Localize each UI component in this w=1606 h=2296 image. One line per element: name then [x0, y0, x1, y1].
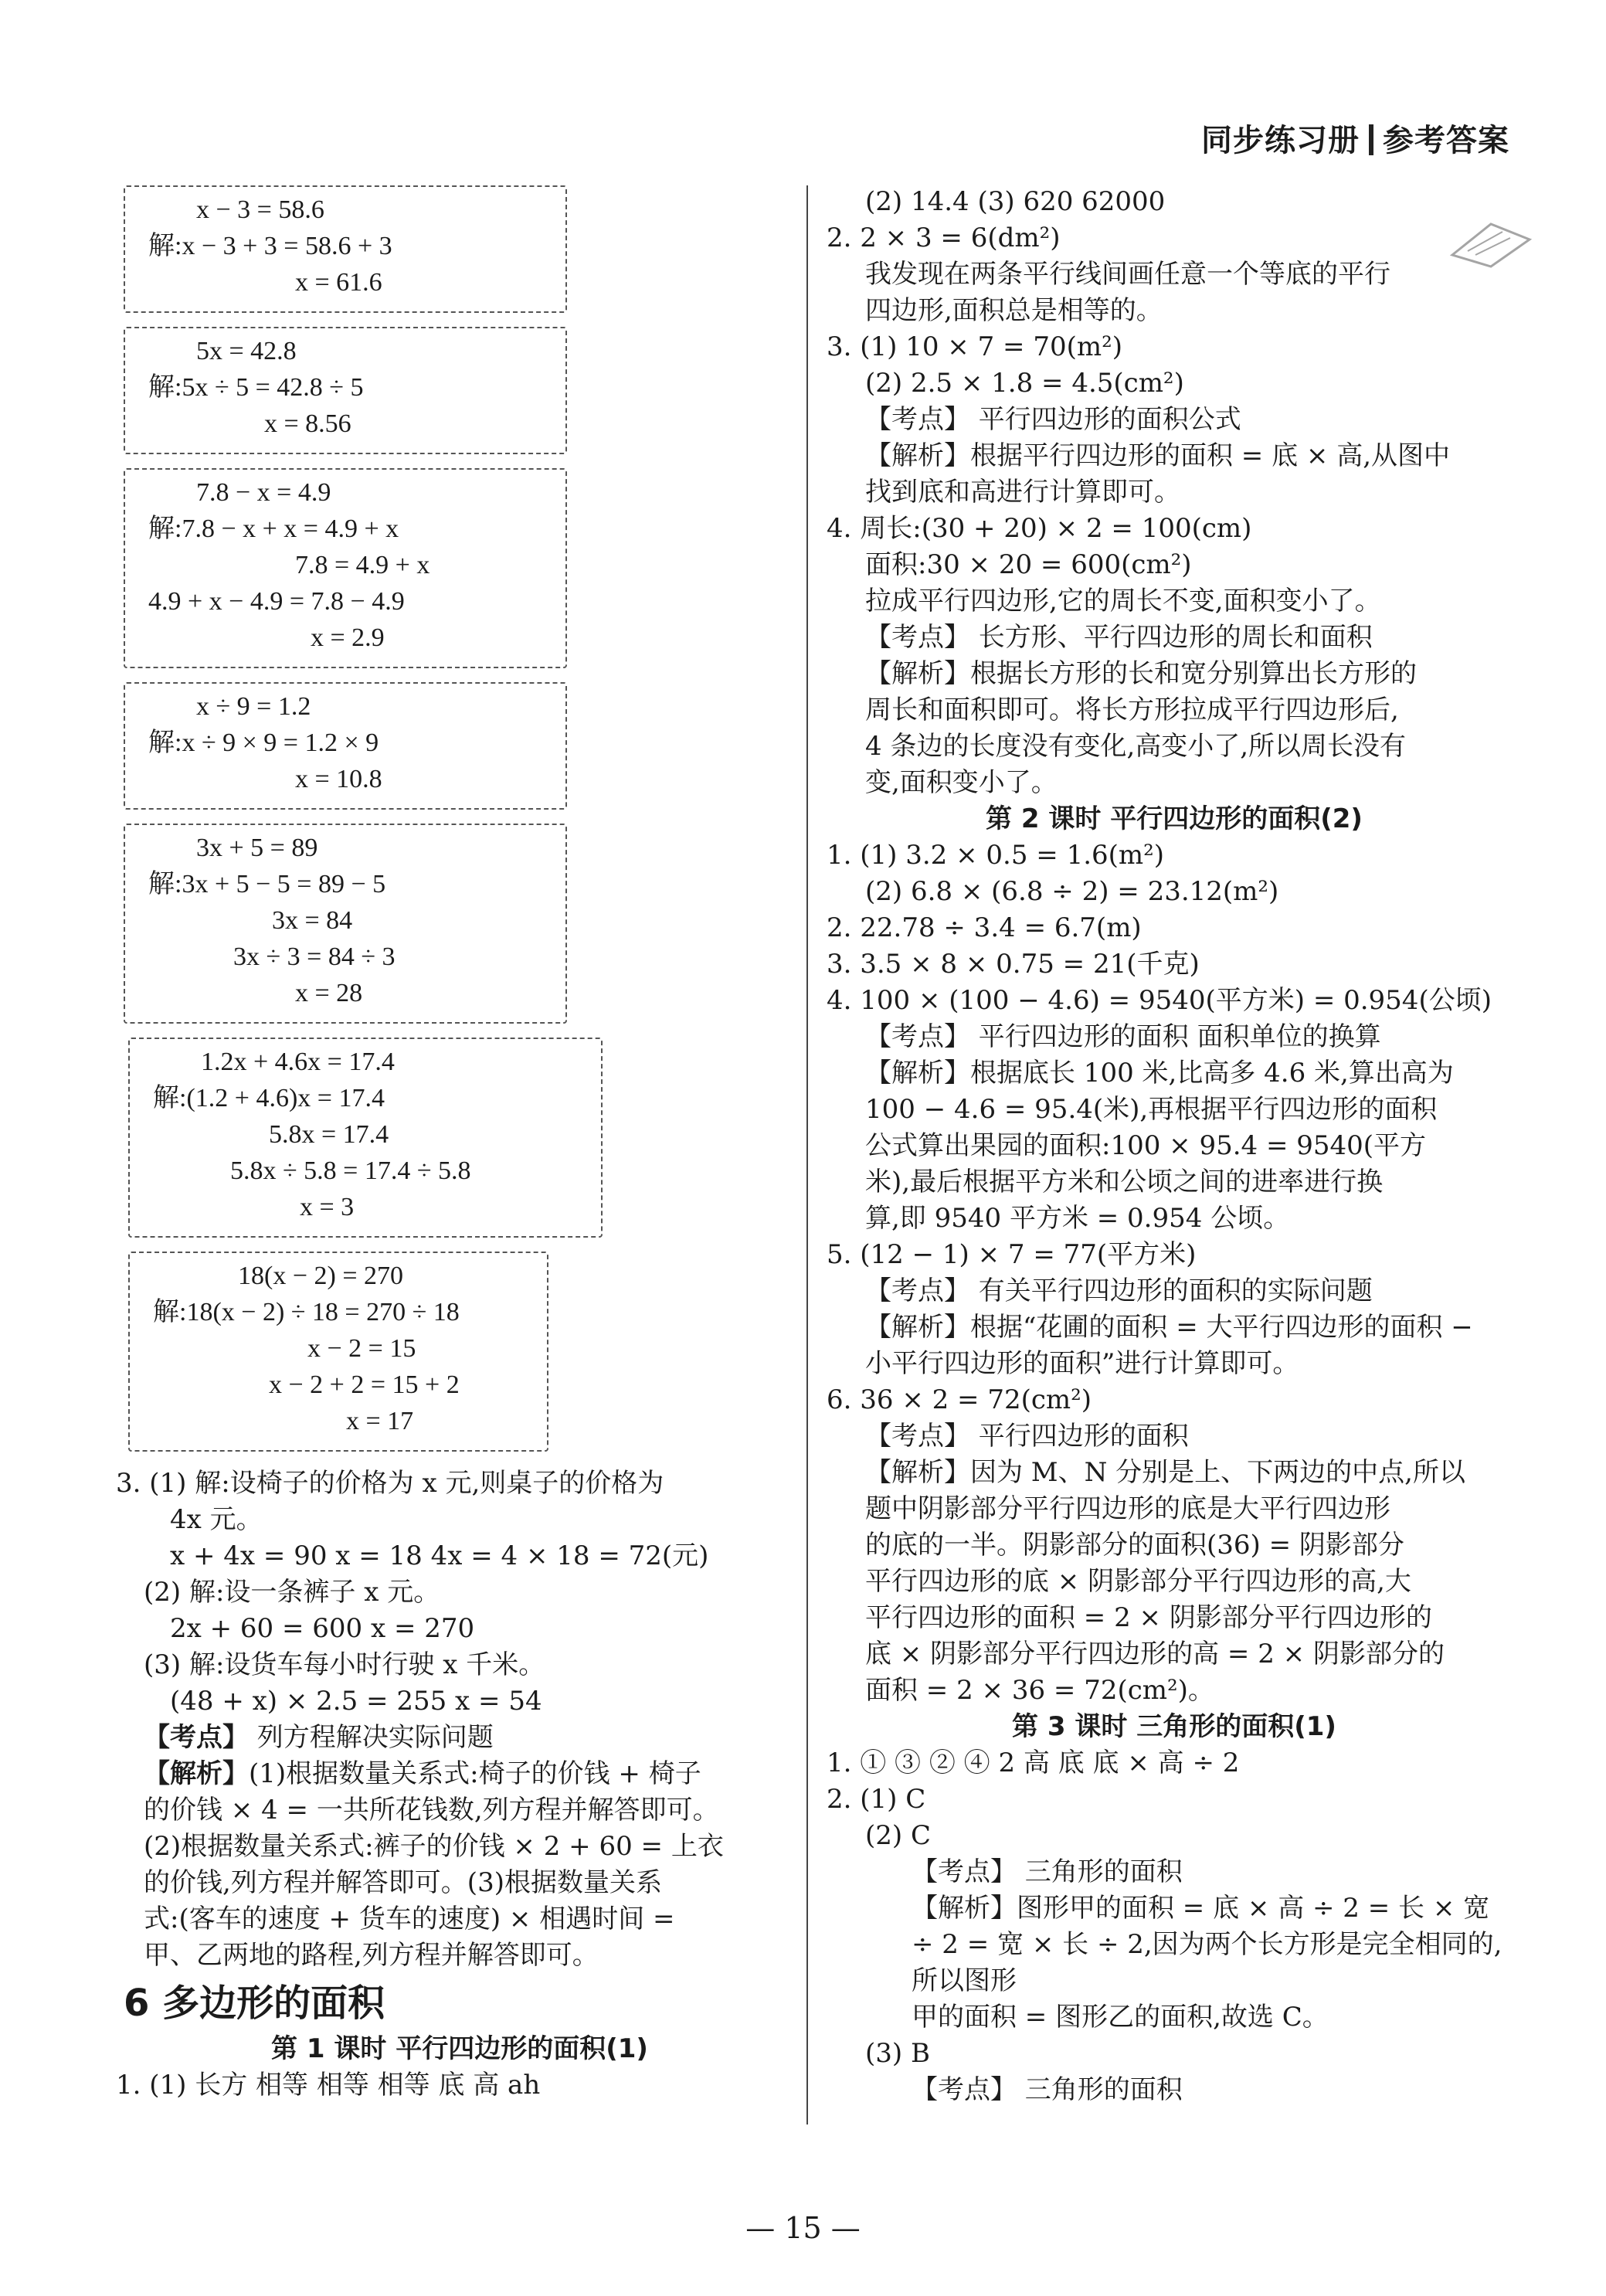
equation-box: 5x = 42.8 解:5x ÷ 5 = 42.8 ÷ 5 x = 8.56: [124, 327, 567, 454]
equation-box: 1.2x + 4.6x = 17.4 解:(1.2 + 4.6)x = 17.4 5.8x = 17.4 5.8x ÷ 5.8 = 17.4 ÷ 5.8 x = 3: [128, 1038, 603, 1238]
left-column: x − 3 = 58.6 解:x − 3 + 3 = 58.6 + 3 x = 61.6 5x = 42.8 解:5x ÷ 5 = 42.8 ÷ 5 x = 8.56 7.8 − x = 4.9 解:7.8 − x + x = 4.9 + x 7.8 = 4.9 + x 4.9 + x − 4.9 = 7.8 − 4.9 x = 2.9 x ÷ 9 = 1.2 解:x ÷ 9 × 9 = 1.2 × 9 x = 10.8 3x + 5 = 89 解:3x + 5 − 5 = 89 − 5 3x = 84 3x ÷ 3 = 84 ÷ 3 x = 28 1.2x + 4.6x = 17.4 解:(1.2 + 4.6)x = 17.4 5.8x = 17.4 5.8x ÷ 5.8 = 17.4 ÷ 5.8 x = 3 18(x − 2) = 270 解:18(x − 2) ÷ 18 = 270 ÷ 18 x − 2 = 15 x − 2 + 2 = 15 + 2 x = 17 3. (1) 解:设椅子的价格为 x 元,则桌子的价格为 4x 元。 x + 4x = 90 x = 18 4x = 4 × 18 = 72(元) (2) 解:设一条裤子 x 元。 2x + 60 = 600 x = 270 (3) 解:设货车每小时行驶 x 千米。 (48 + x) × 2.5 = 255 x = 54 【考点】 列方程解决实际问题 【解析】(1)根据数量关系式:椅子的价钱 + 椅子 的价钱 × 4 = 一共所花钱数,列方程并解答即可。 (2)根据数量关系式:裤子的价钱 × 2 + 60 = 上衣 的价钱,列方程并解答即可。(3)根据数量关系 式:(客车的速度 + 货车的速度) × 相遇时间 = 甲、乙两地的路程,列方程并解答即可。 6 多边形的面积 第 1 课时 平行四边形的面积(1) 1. (1) 长方 相等 相等 相等 底 高 ah: [124, 185, 796, 2104]
equation-box: 3x + 5 = 89 解:3x + 5 − 5 = 89 − 5 3x = 84 3x ÷ 3 = 84 ÷ 3 x = 28: [124, 824, 567, 1024]
lesson-title: 第 3 课时 三角形的面积(1): [1012, 1711, 1336, 1742]
column-divider: [806, 185, 808, 2124]
page-number: — 15 —: [745, 2211, 861, 2245]
answer-q3: 3. (1) 解:设椅子的价格为 x 元,则桌子的价格为 4x 元。 x + 4x = 90 x = 18 4x = 4 × 18 = 72(元) (2) 解:设一条裤子 x 元。 2x + 60 = 600 x = 270 (3) 解:设货车每小时行驶 x 千米。 (48 + x) × 2.5 = 255 x = 54 【考点】 列方程解决实际问题 【解析】(1)根据数量关系式:椅子的价钱 + 椅子 的价钱 × 4 = 一共所花钱数,列方程并解答即可。 (2)根据数量关系式:裤子的价钱 × 2 + 60 = 上衣 的价钱,列方程并解答即可。(3)根据数量关系 式:(客车的速度 + 货车的速度) × 相遇时间 = 甲、乙两地的路程,列方程并解答即可。: [116, 1468, 724, 1971]
header-book-title: 同步练习册: [1201, 123, 1360, 158]
chapter-title: 6 多边形的面积: [124, 1982, 385, 2025]
equation-box: x ÷ 9 = 1.2 解:x ÷ 9 × 9 = 1.2 × 9 x = 10.8: [124, 682, 567, 810]
header-divider: [1369, 124, 1373, 155]
page-header: [1201, 116, 1509, 160]
lesson-title: 第 1 课时 平行四边形的面积(1): [271, 2033, 648, 2064]
equation-box: 18(x − 2) = 270 解:18(x − 2) ÷ 18 = 270 ÷ 18 x − 2 = 15 x − 2 + 2 = 15 + 2 x = 17: [128, 1252, 548, 1452]
right-column: (2) 14.4 (3) 620 62000 2. 2 × 3 = 6(dm²) 我发现在两条平行线间画任意一个等底的平行 四边形,面积总是相等的。 3. (1) 10 × 7 = 70(m²) (2) 2.5 × 1.8 = 4.5(cm²) 【考点】 平行四边形的面积公式 【解析】根据平行四边形的面积 = 底 × 高,从图中 找到底和高进行计算即可。 4. 周长:(30 + 20) × 2 = 100(cm) 面积:30 × 20 = 600(cm²) 拉成平行四边形,它的周长不变,面积变小了。 【考点】 长方形、平行四边形的周长和面积 【解析】根据长方形的长和宽分别算出长方形的 周长和面积即可。将长方形拉成平行四边形后, 4 条边的长度没有变化,高变小了,所以周长没有 变,面积变小了。 第 2 课时 平行四边形的面积(2) 1. (1) 3.2 × 0.5 = 1.6(m²) (2) 6.8 × (6.8 ÷ 2) = 23.12(m²) 2. 22.78 ÷ 3.4 = 6.7(m) 3. 3.5 × 8 × 0.75 = 21(千克) 4. 100 × (100 − 4.6) = 9540(平方米) = 0.954(公顷) 【考点】 平行四边形的面积 面积单位的换算 【解析】根据底长 100 米,比高多 4.6 米,算出高为 100 − 4.6 = 95.4(米),再根据平行四边形的面积 公式算出果园的面积:100 × 95.4 = 9540(平方 米),最后根据平方米和公顷之间的进率进行换 算,即 9540 平方米 = 0.954 公顷。 5. (12 − 1) × 7 = 77(平方米) 【考点】 有关平行四边形的面积的实际问题 【解析】根据“花圃的面积 = 大平行四边形的面积 − 小平行四边形的面积”进行计算即可。 6. 36 × 2 = 72(cm²) 【考点】 平行四边形的面积 【解析】因为 M、N 分别是上、下两边的中点,所以 题中阴影部分平行四边形的底是大平行四边形 的底的一半。阴影部分的面积(36) = 阴影部分 平行四边形的底 × 阴影部分平行四边形的高,大 平行四边形的面积 = 2 × 阴影部分平行四边形的 底 × 阴影部分平行四边形的高 = 2 × 阴影部分的 面积 = 2 × 36 = 72(cm²)。 第 3 课时 三角形的面积(1) 1. ① ③ ② ④ 2 高 底 底 × 高 ÷ 2 2. (1) C (2) C 【考点】 三角形的面积 【解析】图形甲的面积 = 底 × 高 ÷ 2 = 长 × 宽 ÷ 2 = 宽 × 长 ÷ 2,因为两个长方形是完全相同的,所以图形 甲的面积 = 图形乙的面积,故选 C。 (3) B 【考点】 三角形的面积: [827, 184, 1522, 2108]
equation-box: x − 3 = 58.6 解:x − 3 + 3 = 58.6 + 3 x = 61.6: [124, 185, 567, 313]
equation-box: 7.8 − x = 4.9 解:7.8 − x + x = 4.9 + x 7.8 = 4.9 + x 4.9 + x − 4.9 = 7.8 − 4.9 x = 2.9: [124, 468, 567, 668]
lesson-title: 第 2 课时 平行四边形的面积(2): [986, 803, 1363, 834]
header-section: 参考答案: [1383, 123, 1509, 158]
